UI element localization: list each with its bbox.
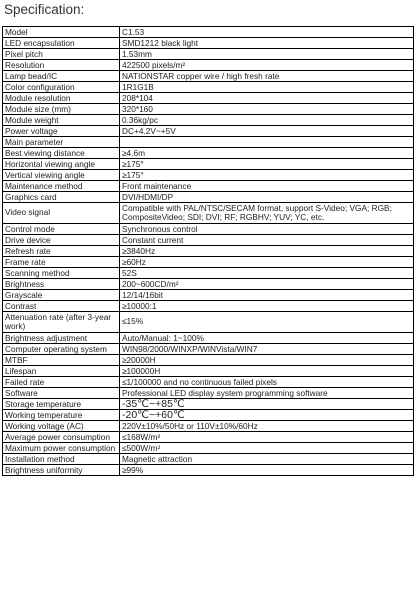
spec-value: -35℃~+85℃: [120, 399, 414, 410]
spec-value: Synchronous control: [120, 224, 414, 235]
table-row: [3, 93, 414, 104]
spec-label: Graphics card: [3, 192, 120, 203]
table-row: [3, 203, 414, 224]
spec-label: Best viewing distance: [3, 148, 120, 159]
table-row: [3, 301, 414, 312]
spec-label: Drive device: [3, 235, 120, 246]
spec-label: Attenuation rate (after 3-year work): [3, 312, 120, 333]
spec-value: DC+4.2V~+5V: [120, 126, 414, 137]
table-row: [3, 246, 414, 257]
spec-value: ≥10000:1: [120, 301, 414, 312]
spec-label: Computer operating system: [3, 344, 120, 355]
spec-label: Grayscale: [3, 290, 120, 301]
spec-value: ≤500W/m²: [120, 443, 414, 454]
table-row: [3, 410, 414, 421]
spec-value: Constant current: [120, 235, 414, 246]
spec-label: Model: [3, 27, 120, 38]
table-row: [3, 82, 414, 93]
table-row: [3, 268, 414, 279]
spec-label: Lamp bead/IC: [3, 71, 120, 82]
spec-value: ≥100000H: [120, 366, 414, 377]
table-row: [3, 49, 414, 60]
spec-value: 200~600CD/m²: [120, 279, 414, 290]
table-row: [3, 224, 414, 235]
table-row: [3, 192, 414, 203]
table-row: [3, 377, 414, 388]
spec-value: ≥4.6m: [120, 148, 414, 159]
spec-label: Average power consumption: [3, 432, 120, 443]
table-row: [3, 159, 414, 170]
spec-value: ≥175°: [120, 170, 414, 181]
spec-value: ≥60Hz: [120, 257, 414, 268]
table-row: [3, 432, 414, 443]
table-row: [3, 148, 414, 159]
table-row: [3, 312, 414, 333]
spec-value: ≥3840Hz: [120, 246, 414, 257]
table-row: [3, 126, 414, 137]
table-row: [3, 290, 414, 301]
spec-table: [2, 26, 414, 476]
spec-label: Contrast: [3, 301, 120, 312]
spec-value: WIN98/2000/WINXP/WINVista/WIN7: [120, 344, 414, 355]
spec-label: Main parameter: [3, 137, 120, 148]
spec-value: 52S: [120, 268, 414, 279]
table-row: [3, 279, 414, 290]
spec-value: ≥99%: [120, 465, 414, 476]
spec-value: 12/14/16bit: [120, 290, 414, 301]
spec-value: ≥175°: [120, 159, 414, 170]
spec-value: 422500 pixels/m²: [120, 60, 414, 71]
page-title: Specification:: [4, 2, 85, 17]
spec-value: Compatible with PAL/NTSC/SECAM format, support S-Video; VGA; RGB; CompositeVideo; SDI; DVI; RF; RGBHV; YUV; YC, etc.: [120, 203, 414, 224]
spec-value: SMD1212 black light: [120, 38, 414, 49]
spec-value: ≥20000H: [120, 355, 414, 366]
spec-value: Professional LED display system programming software: [120, 388, 414, 399]
spec-value: 1.53mm: [120, 49, 414, 60]
spec-value: Magnetic attraction: [120, 454, 414, 465]
spec-label: Scanning method: [3, 268, 120, 279]
spec-label: Brightness adjustment: [3, 333, 120, 344]
spec-label: Software: [3, 388, 120, 399]
spec-label: Maximum power consumption: [3, 443, 120, 454]
spec-label: Control mode: [3, 224, 120, 235]
spec-label: Video signal: [3, 203, 120, 224]
spec-label: Frame rate: [3, 257, 120, 268]
table-row: [3, 421, 414, 432]
spec-value: ≤15%: [120, 312, 414, 333]
spec-label: Working temperature: [3, 410, 120, 421]
spec-label: Module size (mm): [3, 104, 120, 115]
spec-label: Failed rate: [3, 377, 120, 388]
spec-value: 208*104: [120, 93, 414, 104]
table-row: [3, 333, 414, 344]
spec-value: 0.36kg/pc: [120, 115, 414, 126]
table-row: [3, 170, 414, 181]
spec-label: Horizontal viewing angle: [3, 159, 120, 170]
spec-value: 220V±10%/50Hz or 110V±10%/60Hz: [120, 421, 414, 432]
spec-label: Working voltage (AC): [3, 421, 120, 432]
table-row: [3, 104, 414, 115]
spec-value: C1.53: [120, 27, 414, 38]
spec-label: Module weight: [3, 115, 120, 126]
table-row: [3, 60, 414, 71]
spec-label: Installation method: [3, 454, 120, 465]
spec-label: Brightness uniformity: [3, 465, 120, 476]
table-row: [3, 235, 414, 246]
spec-label: Module resolution: [3, 93, 120, 104]
table-row: [3, 115, 414, 126]
spec-label: LED encapsulation: [3, 38, 120, 49]
spec-label: Refresh rate: [3, 246, 120, 257]
spec-label: Storage temperature: [3, 399, 120, 410]
spec-value: Auto/Manual: 1~100%: [120, 333, 414, 344]
spec-label: Power voltage: [3, 126, 120, 137]
spec-value: NATIONSTAR copper wire / high fresh rate: [120, 71, 414, 82]
spec-label: Resolution: [3, 60, 120, 71]
spec-value: -20℃~+60℃: [120, 410, 414, 421]
table-row: [3, 366, 414, 377]
spec-label: Maintenance method: [3, 181, 120, 192]
spec-label: Lifespan: [3, 366, 120, 377]
spec-label: Color configuration: [3, 82, 120, 93]
table-row: [3, 443, 414, 454]
spec-label: Vertical viewing angle: [3, 170, 120, 181]
table-row: [3, 27, 414, 38]
table-row: [3, 399, 414, 410]
table-row: [3, 388, 414, 399]
spec-label: MTBF: [3, 355, 120, 366]
spec-value: 1R1G1B: [120, 82, 414, 93]
spec-value: 320*160: [120, 104, 414, 115]
spec-value: [120, 137, 414, 148]
table-row: [3, 355, 414, 366]
spec-value: Front maintenance: [120, 181, 414, 192]
spec-value: DVI/HDMI/DP: [120, 192, 414, 203]
table-row: [3, 71, 414, 82]
table-row: [3, 465, 414, 476]
spec-label: Pixel pitch: [3, 49, 120, 60]
spec-value: ≤168W/m²: [120, 432, 414, 443]
table-row: [3, 344, 414, 355]
table-row: [3, 137, 414, 148]
table-row: [3, 454, 414, 465]
table-row: [3, 257, 414, 268]
table-row: [3, 38, 414, 49]
spec-value: ≤1/100000 and no continuous failed pixels: [120, 377, 414, 388]
spec-label: Brightness: [3, 279, 120, 290]
table-row: [3, 181, 414, 192]
